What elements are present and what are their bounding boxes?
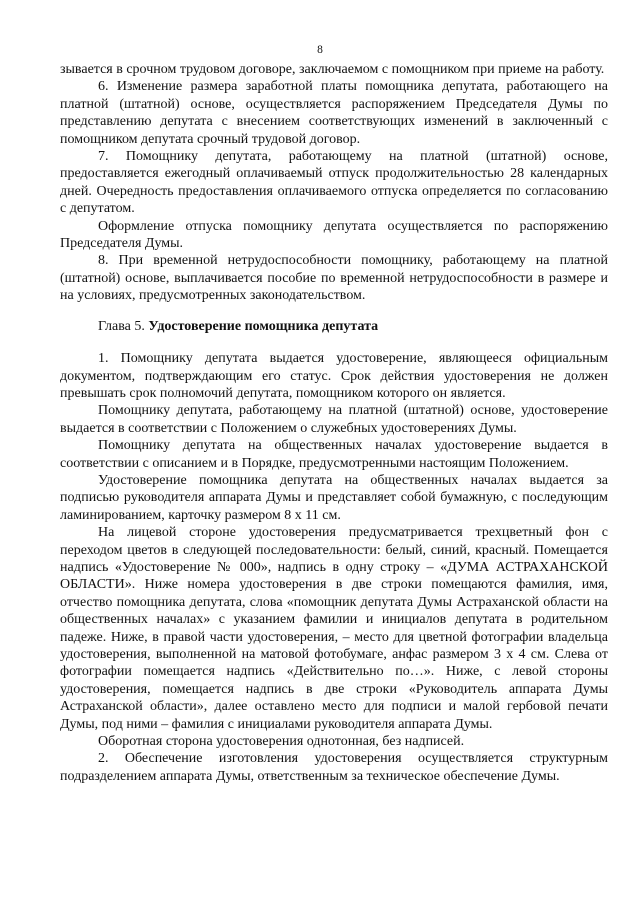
paragraph-volunteer-assistant-id: Помощнику депутата на общественных началах удостоверение выдается в соответствии с описанием и в Порядке, предусмотренными настоящим Положением. bbox=[60, 438, 608, 471]
paragraph-item-6: 6. Изменение размера заработной платы помощника депутата, работающего на платной (штатной) основе, осуществляется распоряжением Председателя Думы по представлению депутата с внесением соответствующих изменений в заключенный с помощником депутата срочный трудовой договор. bbox=[60, 79, 608, 147]
chapter-heading bbox=[60, 318, 608, 335]
document-body bbox=[60, 61, 608, 785]
paragraph-ch5-item-2: 2. Обеспечение изготовления удостоверения осуществляется структурным подразделением аппарата Думы, ответственным за техническое обеспечение Думы. bbox=[60, 751, 608, 784]
paragraph-id-card-size: Удостоверение помощника депутата на общественных началах выдается за подписью руководителя аппарата Думы и представляет собой бумажную, с последующим ламинированием, карточку размером 8 х 11 см. bbox=[60, 472, 608, 523]
paragraph-item-8: 8. При временной нетрудоспособности помощнику, работающему на платной (штатной) основе, выплачивается пособие по временной нетрудоспособности в размере и на условиях, предусмотренных законодательством. bbox=[60, 253, 608, 304]
paragraph-item-7: 7. Помощнику депутата, работающему на платной (штатной) основе, предоставляется ежегодный оплачиваемый отпуск продолжительностью 28 календарных дней. Очередность предоставления оплачиваемого отпуска определяется по согласованию с депутатом. bbox=[60, 149, 608, 217]
chapter-prefix: Глава 5. bbox=[98, 318, 149, 334]
paragraph-ch5-item-1: 1. Помощнику депутата выдается удостоверение, являющееся официальным документом, подтверждающим его статус. Срок действия удостоверения не должен превышать срок полномочий депутата, помощником которого он является. bbox=[60, 351, 608, 401]
page-number: 8 bbox=[317, 44, 323, 56]
paragraph-leave-registration: Оформление отпуска помощнику депутата осуществляется по распоряжению Председателя Думы. bbox=[60, 218, 608, 252]
chapter-title: Удостоверение помощника депутата bbox=[148, 318, 379, 334]
paragraph-continuation: зывается в срочном трудовом договоре, заключаемом с помощником при приеме на работу. bbox=[60, 62, 605, 77]
paragraph-id-front-side: На лицевой стороне удостоверения предусматривается трехцветный фон с переходом цветов в следующей последовательности: белый, синий, красный. Помещается надпись «Удостоверение № 000», надпись в одну строку – «ДУМА АСТРАХАНСКОЙ ОБЛАСТИ». Ниже номера удостоверения в две строки помещаются фамилия, имя, отчество помощника депутата, слова «помощник депутата Думы Астраханской области на общественных началах» с указанием фамилии и инициалов депутата в родительном падеже. Ниже, в правой части удостоверения, – место для цветной фотографии владельца удостоверения, выполненной на матовой фотобумаге, анфас размером 3 х 4 см. Слева от фотографии помещается надпись «Действительно по…». Ниже, с левой стороны удостоверения, помещается надпись в две строки «Руководитель аппарата Думы Астраханской области», далее оставлено место для подписи и малой гербовой печати Думы, под ними – фамилия с инициалами руководителя аппарата Думы. bbox=[60, 525, 608, 732]
paragraph-id-back-side: Оборотная сторона удостоверения однотонная, без надписей. bbox=[98, 734, 465, 750]
paragraph-paid-assistant-id: Помощнику депутата, работающему на платной (штатной) основе, удостоверение выдается в соответствии с Положением о служебных удостоверениях Думы. bbox=[60, 403, 608, 436]
